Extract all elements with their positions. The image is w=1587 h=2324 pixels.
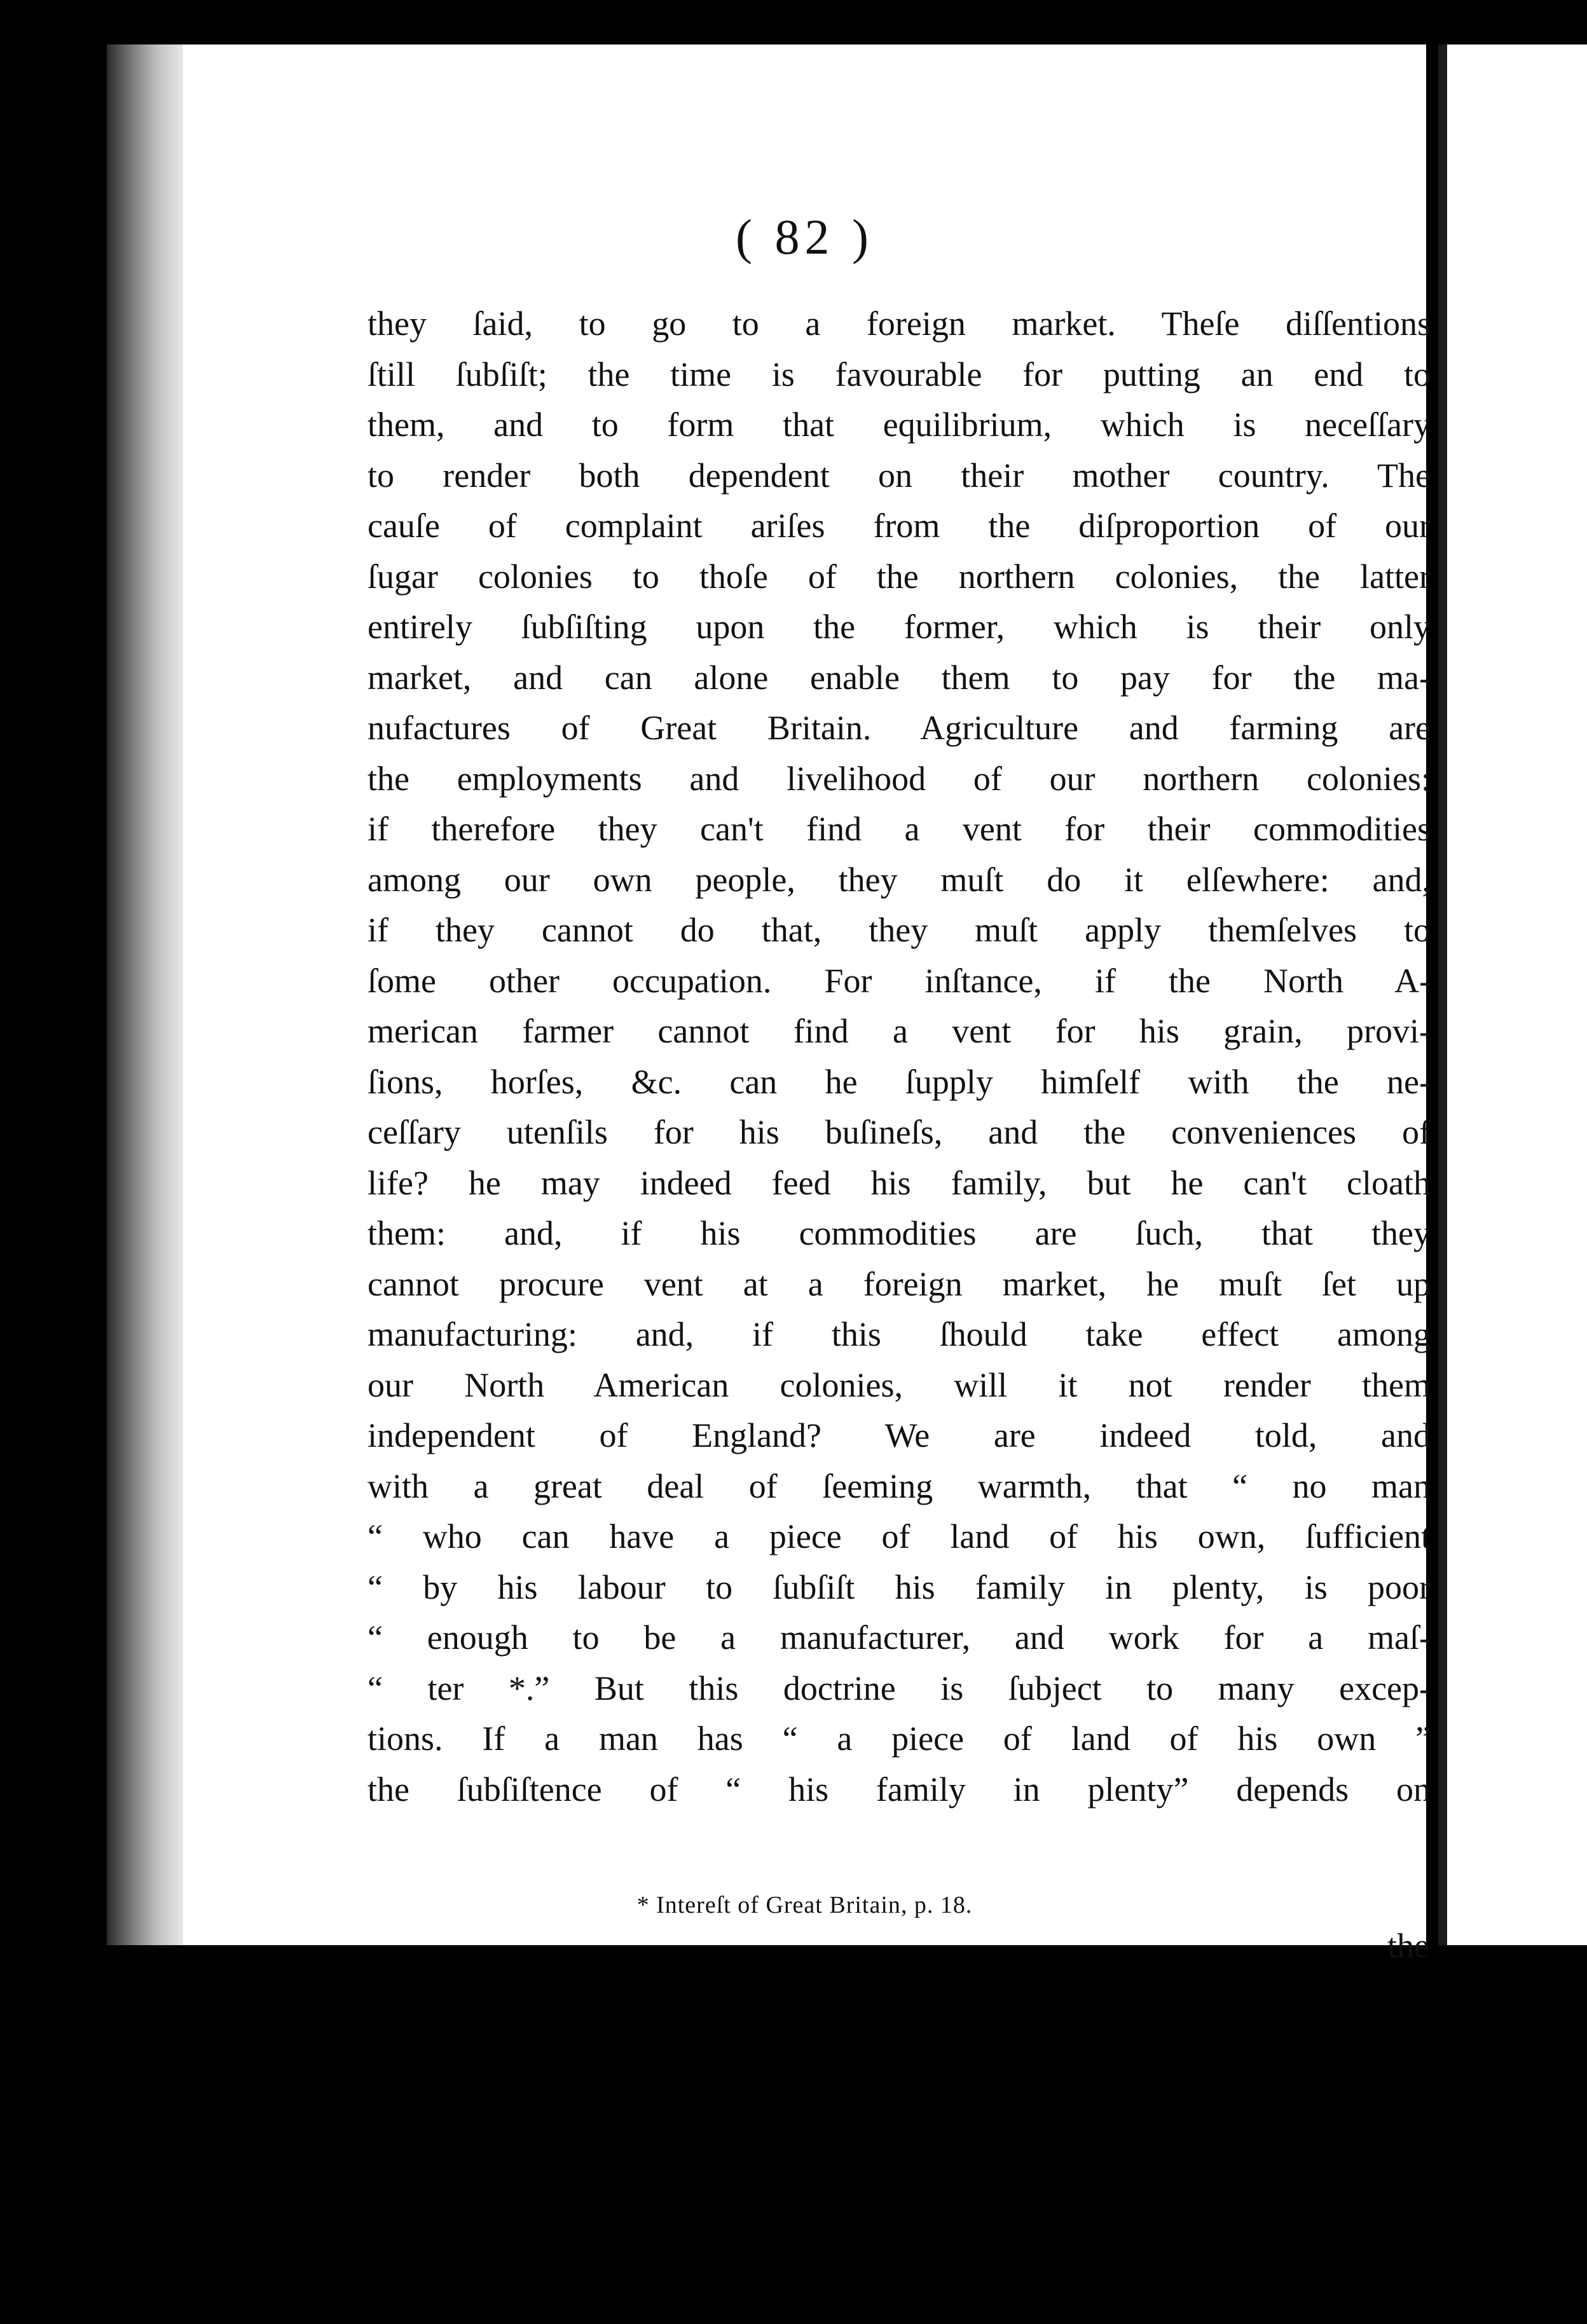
text-line: ſions, horſes, &c. can he ſupply himſelf with the ne-: [368, 1062, 1431, 1101]
text-line: tions. If a man has “ a piece of land of his own ”: [368, 1719, 1431, 1758]
text-line: them, and to form that equilibrium, which is neceſſary: [368, 406, 1431, 444]
text-line: entirely ſubſiſting upon the former, which is their only: [368, 608, 1431, 646]
text-line: ſugar colonies to thoſe of the northern colonies, the latter: [368, 557, 1431, 596]
book-spine-shadow: [107, 44, 183, 1945]
text-line: nufactures of Great Britain. Agriculture and farming are: [368, 709, 1431, 747]
text-line: with a great deal of ſeeming warmth, that “ no man: [368, 1466, 1431, 1505]
text-line: life? he may indeed feed his family, but he can't cloath: [368, 1163, 1431, 1202]
text-line: ſome other occupation. For inſtance, if the North A-: [368, 961, 1431, 1000]
text-line: if they cannot do that, they muſt apply themſelves to: [368, 911, 1431, 949]
page-body-text: [368, 299, 1431, 1815]
text-line: ceſſary utenſils for his buſineſs, and the conveniences of: [368, 1113, 1431, 1151]
text-line: the employments and livelihood of our northern colonies:: [368, 759, 1431, 798]
text-line: among our own people, they muſt do it elſewhere: and,: [368, 860, 1431, 899]
text-line: if therefore they can't find a vent for their commodities: [368, 810, 1431, 848]
text-line: “ who can have a piece of land of his own, ſufficient: [368, 1517, 1431, 1555]
footnote: * Intereſt of Great Britain, p. 18.: [636, 1892, 973, 1918]
text-line: the ſubſiſtence of “ his family in plenty” depends on: [368, 1770, 1431, 1808]
text-line: market, and can alone enable them to pay for the ma-: [368, 658, 1431, 697]
text-line: independent of England? We are indeed told, and: [368, 1416, 1431, 1454]
text-line: “ enough to be a manufacturer, and work for a maſ-: [368, 1618, 1431, 1657]
text-line: cauſe of complaint ariſes from the diſproportion of our: [368, 507, 1431, 545]
text-line: they ſaid, to go to a foreign market. Theſe diſſentions: [368, 304, 1431, 343]
text-line: to render both dependent on their mother country. The: [368, 456, 1431, 495]
text-line: “ by his labour to ſubſiſt his family in plenty, is poor: [368, 1568, 1431, 1606]
text-line: ſtill ſubſiſt; the time is favourable for putting an end to: [368, 355, 1431, 393]
text-line: manufacturing: and, if this ſhould take effect among: [368, 1315, 1431, 1353]
text-line: them: and, if his commodities are ſuch, that they: [368, 1214, 1431, 1252]
text-line: merican farmer cannot find a vent for his grain, provi-: [368, 1012, 1431, 1050]
text-line: our North American colonies, will it not render them: [368, 1365, 1431, 1404]
text-line: cannot procure vent at a foreign market, he muſt ſet up: [368, 1264, 1431, 1303]
book-page: [183, 44, 1431, 1965]
page-number: ( 82 ): [736, 209, 874, 264]
facing-page-edge: [1438, 44, 1587, 1945]
catchword: the: [1387, 1927, 1429, 1965]
text-line: “ ter *.” But this doctrine is ſubject to many excep-: [368, 1669, 1431, 1707]
